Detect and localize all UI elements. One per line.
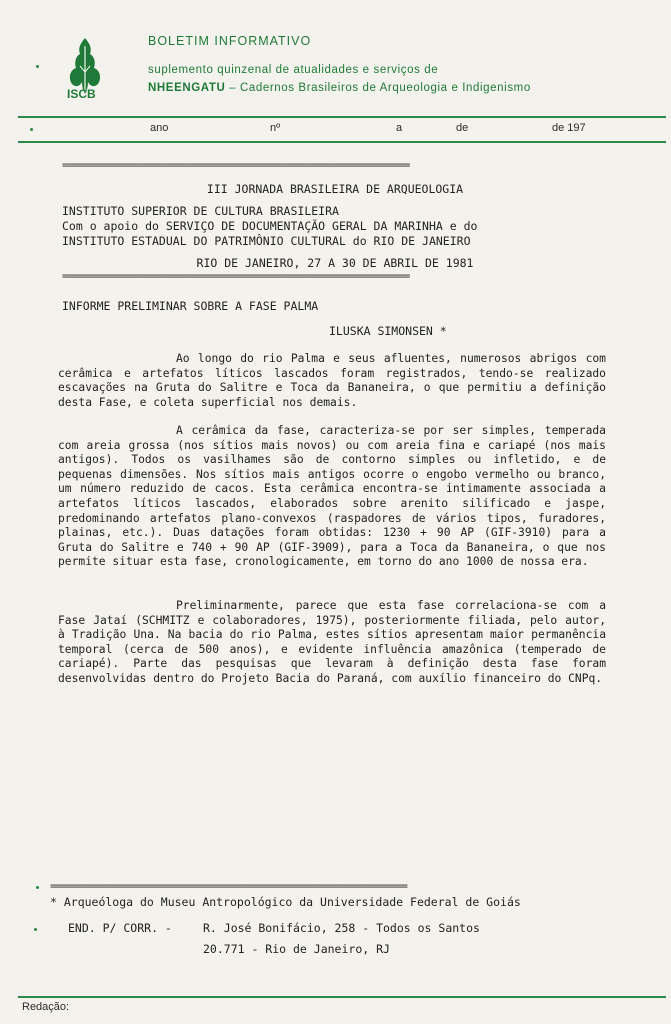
event-title: III JORNADA BRASILEIRA DE ARQUEOLOGIA (206, 182, 464, 196)
author-footnote: * Arqueóloga do Museu Antropológico da Universidade Federal de Goiás (50, 895, 521, 909)
meta-numero: nº (270, 122, 281, 134)
separator-line: ======================================================================== (62, 160, 410, 171)
event-support: Com o apoio do SERVIÇO DE DOCUMENTAÇÃO GERAL DA MARINHA e do (62, 219, 478, 233)
event-institute: INSTITUTO SUPERIOR DE CULTURA BRASILEIRA (62, 204, 339, 218)
meta-divider (18, 141, 666, 143)
margin-mark (36, 65, 39, 68)
article-title: INFORME PRELIMINAR SOBRE A FASE PALMA (62, 299, 319, 313)
margin-mark (36, 886, 39, 889)
meta-ano: ano (150, 122, 169, 134)
footer-divider (18, 996, 666, 998)
separator-line: ======================================================================== (62, 271, 410, 282)
address-line-2: 20.771 - Rio de Janeiro, RJ (203, 942, 390, 956)
article-paragraph-1: Ao longo do rio Palma e seus afluentes, numerosos abrigos com cerâmica e artefatos líticos lascados foram registrados, tendo-se realizado escavações na Gruta do Salitre e Toca da Bananeira, o que permitiu a definição desta Fase, e coleta superficial nos demais. (58, 352, 606, 409)
event-date: RIO DE JANEIRO, 27 A 30 DE ABRIL DE 1981 (196, 256, 474, 270)
meta-de: de (456, 122, 469, 134)
address-label: END. P/ CORR. - (68, 921, 172, 935)
bulletin-subtitle: suplemento quinzenal de atualidades e serviços de (148, 64, 439, 76)
margin-mark (30, 128, 33, 131)
meta-year: de 197 (552, 122, 586, 134)
address-line-1: R. José Bonifácio, 258 - Todos os Santos (203, 921, 480, 935)
series-line (148, 82, 531, 94)
article-paragraph-2: A cerâmica da fase, caracteriza-se por ser simples, temperada com areia grossa (nos sítios mais novos) ou com areia fina e cariapé (nos mais antigos). Todos os vasilhames são de contorno simples ou infletido, e de pequenas dimensões. Nos sítios mais antigos ocorre o engobo vermelho ou branco, um número reduzido de cacos. Esta cerâmica encontra-se intimamente associada a artefatos líticos lascados, elaborados sobre arenito silificado e jaspe, predominando artefatos plano-convexos (raspadores de vários tipos, furadores, plainas, etc.). Duas datações foram obtidas: 1230 + 90 AP (GIF-3910) para a Gruta do Salitre e 740 + 90 AP (GIF-3909), para a Toca da Bananeira, o que nos permite situar esta fase, cronologicamente, em torno do ano 1000 de nossa era. (58, 424, 606, 569)
series-rest: – Cadernos Brasileiros de Arqueologia e Indigenismo (225, 82, 531, 94)
logo-text: ISCB (67, 87, 96, 101)
header-divider (18, 116, 666, 118)
bulletin-title: BOLETIM INFORMATIVO (148, 34, 312, 48)
meta-a: a (396, 122, 403, 134)
event-institute2: INSTITUTO ESTADUAL DO PATRIMÔNIO CULTURAL do RIO DE JANEIRO (62, 234, 471, 248)
redacao-label: Redação: (22, 1001, 70, 1013)
article-author: ILUSKA SIMONSEN * (329, 324, 447, 338)
article-paragraph-3: Preliminarmente, parece que esta fase correlaciona-se com a Fase Jataí (SCHMITZ e colaboradores, 1975), posteriormente filiada, pelo autor, à Tradição Una. Na bacia do rio Palma, estes sítios apresentam maior permanência temporal (cerca de 500 anos), e evidente influência amazônica (temperado de cariapé). Parte das pesquisas que levaram à definição desta fase foram desenvolvidas dentro do Projeto Bacia do Paraná, com auxílio financeiro do CNPq. (58, 599, 606, 685)
margin-mark (34, 928, 37, 931)
series-name: NHEENGATU (148, 82, 226, 94)
separator-line: ========================================================================== (50, 881, 407, 892)
